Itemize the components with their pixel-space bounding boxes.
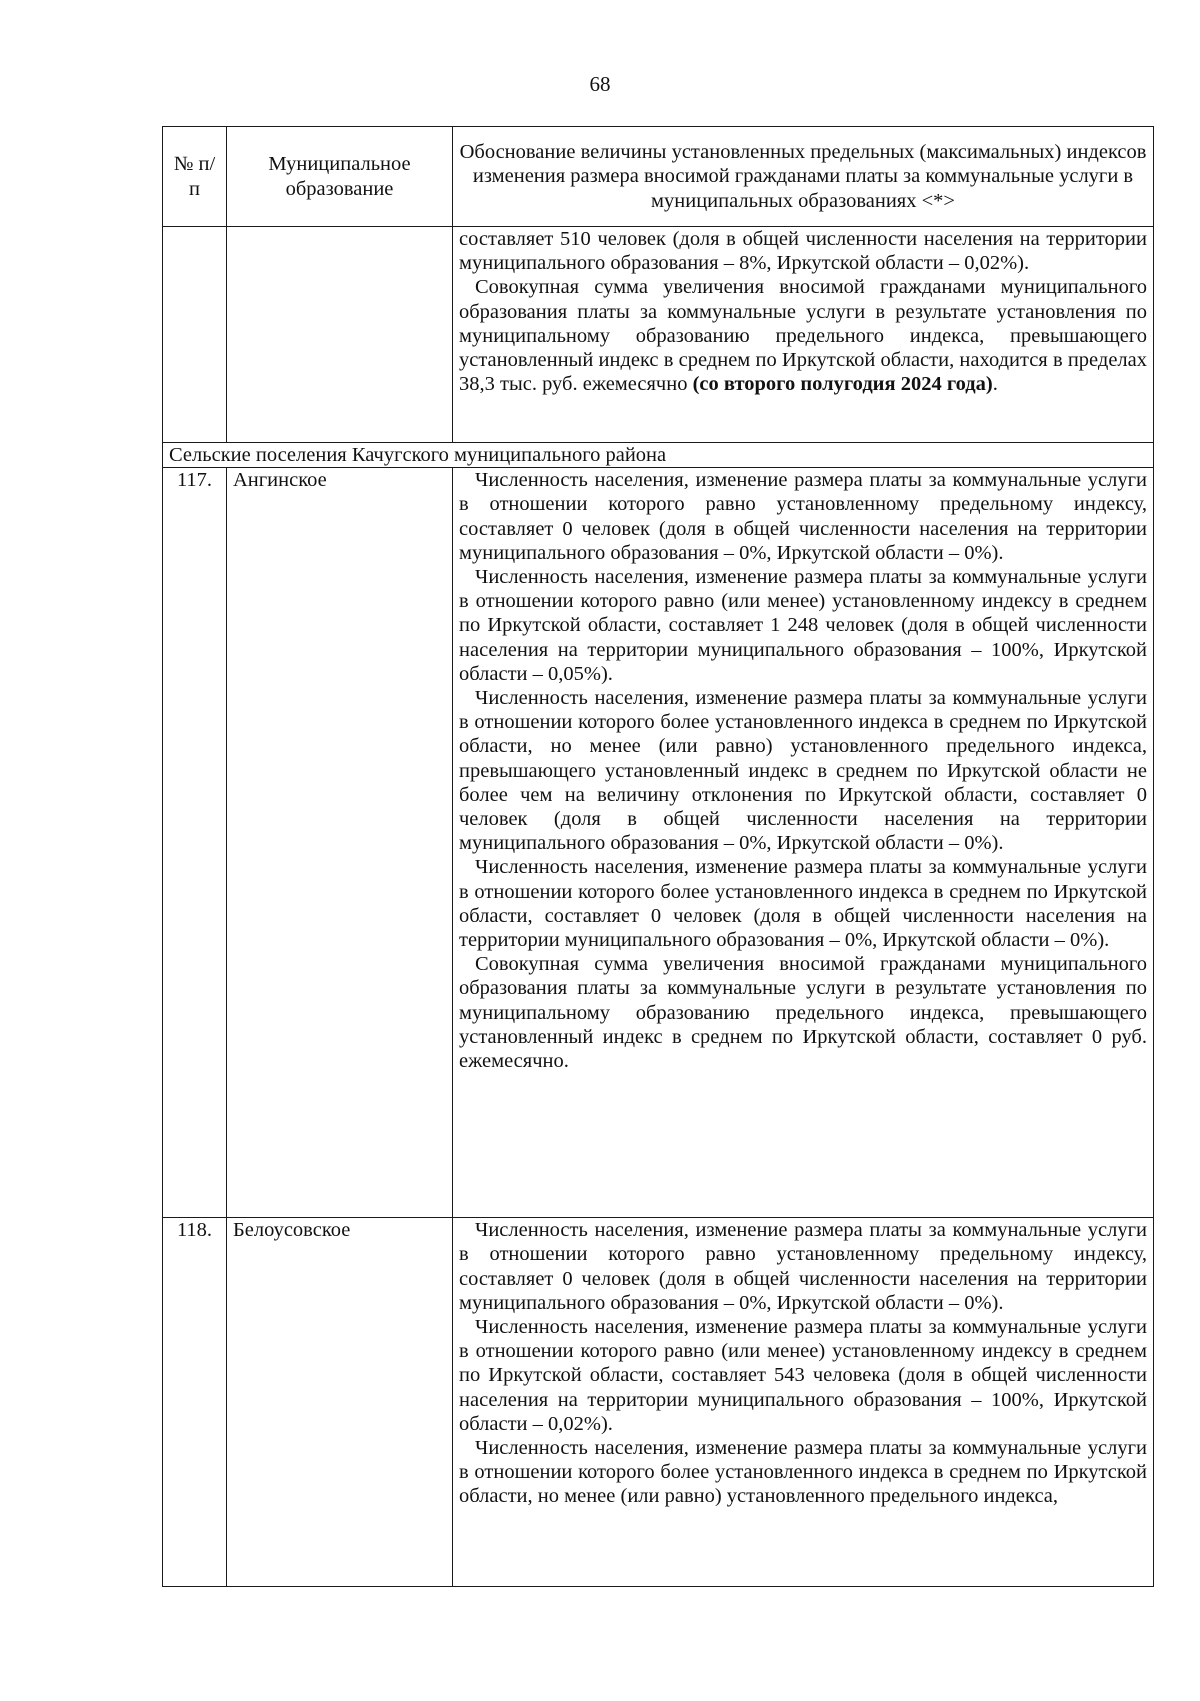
row-number: 118. [163, 1218, 227, 1587]
row-paragraph: Численность населения, изменение размера платы за коммунальные услуги в отношении которого равно установленному предельному индексу, составляет 0 человек (доля в общей численности населения на территории муниципального образования – 0%, Иркутской области – 0%). [459, 469, 1147, 564]
table-row [163, 468, 1154, 1218]
row-paragraph: Численность населения, изменение размера платы за коммунальные услуги в отношении которого равно установленному предельному индексу, составляет 0 человек (доля в общей численности населения на территории муниципального образования – 0%, Иркутской области – 0%). [459, 1219, 1147, 1314]
row-municipality: Белоусовское [227, 1218, 453, 1587]
header-municipality-text: Муниципальное образование [268, 153, 411, 200]
continuation-num-cell [163, 227, 227, 443]
continuation-paragraph-2-text: Совокупная сумма увеличения вносимой гражданами муниципального образования платы за коммунальные услуги в результате установления по муниципальному образованию предельного индекса, превышающего установленный индекс в среднем по Иркутской области, находится в пределах 38,3 тыс. руб. ежемесячно [459, 276, 1147, 396]
table-header-row [163, 127, 1154, 227]
header-municipality [227, 127, 453, 227]
header-num-text: № п/п [173, 153, 216, 200]
justification-table [162, 126, 1154, 1587]
section-title: Сельские поселения Качугского муниципального района [163, 443, 1154, 468]
header-justification [453, 127, 1154, 227]
row-number: 117. [163, 468, 227, 1218]
continuation-name-cell [227, 227, 453, 443]
header-num [163, 127, 227, 227]
continuation-period-end: . [992, 373, 998, 396]
row-justification [453, 1218, 1154, 1587]
row-paragraph: Совокупная сумма увеличения вносимой гражданами муниципального образования платы за коммунальные услуги в результате установления по муниципальному образованию предельного индекса, превышающего установленный индекс в среднем по Иркутской области, составляет 0 руб. ежемесячно. [459, 953, 1147, 1073]
section-row [163, 443, 1154, 468]
continuation-bold-period: (со второго полугодия 2024 года) [692, 373, 993, 396]
row-paragraph: Численность населения, изменение размера платы за коммунальные услуги в отношении которого более установленного индекса в среднем по Иркутской области, но менее (или равно) установленного предельного индекса, [459, 1437, 1147, 1508]
continuation-paragraph-1: составляет 510 человек (доля в общей численности населения на территории муниципального образования – 8%, Иркутской области – 0,02%). [459, 228, 1147, 275]
page-number: 68 [589, 72, 611, 96]
continuation-paragraph-2 [459, 275, 1147, 396]
table-row-continuation [163, 227, 1154, 443]
table-row [163, 1218, 1154, 1587]
row-justification [453, 468, 1154, 1218]
row-paragraph: Численность населения, изменение размера платы за коммунальные услуги в отношении которого равно (или менее) установленному индексу в среднем по Иркутской области, составляет 543 человека (доля в общей численности населения на территории муниципального образования – 100%, Иркутской области – 0,02%). [459, 1316, 1147, 1435]
continuation-text-cell [453, 227, 1154, 443]
row-paragraph: Численность населения, изменение размера платы за коммунальные услуги в отношении которого более установленного индекса в среднем по Иркутской области, составляет 0 человек (доля в общей численности населения на территории муниципального образования – 0%, Иркутской области – 0%). [459, 856, 1147, 952]
header-justification-text: Обоснование величины установленных предельных (максимальных) индексов изменения размера вносимой гражданами платы за коммунальные услуги в муниципальных образованиях <*> [459, 141, 1147, 212]
row-paragraph: Численность населения, изменение размера платы за коммунальные услуги в отношении которого более установленного индекса в среднем по Иркутской области, но менее (или равно) установленного предельного индекса, превышающего установленный индекс в среднем по Иркутской области не более чем на величину отклонения по Иркутской области, составляет 0 человек (доля в общей численности населения на территории муниципального образования – 0%, Иркутской области – 0%). [459, 687, 1147, 855]
row-paragraph: Численность населения, изменение размера платы за коммунальные услуги в отношении которого равно (или менее) установленному индексу в среднем по Иркутской области, составляет 1 248 человек (доля в общей численности населения на территории муниципального образования – 100%, Иркутской области – 0,05%). [459, 566, 1147, 685]
row-municipality: Ангинское [227, 468, 453, 1218]
